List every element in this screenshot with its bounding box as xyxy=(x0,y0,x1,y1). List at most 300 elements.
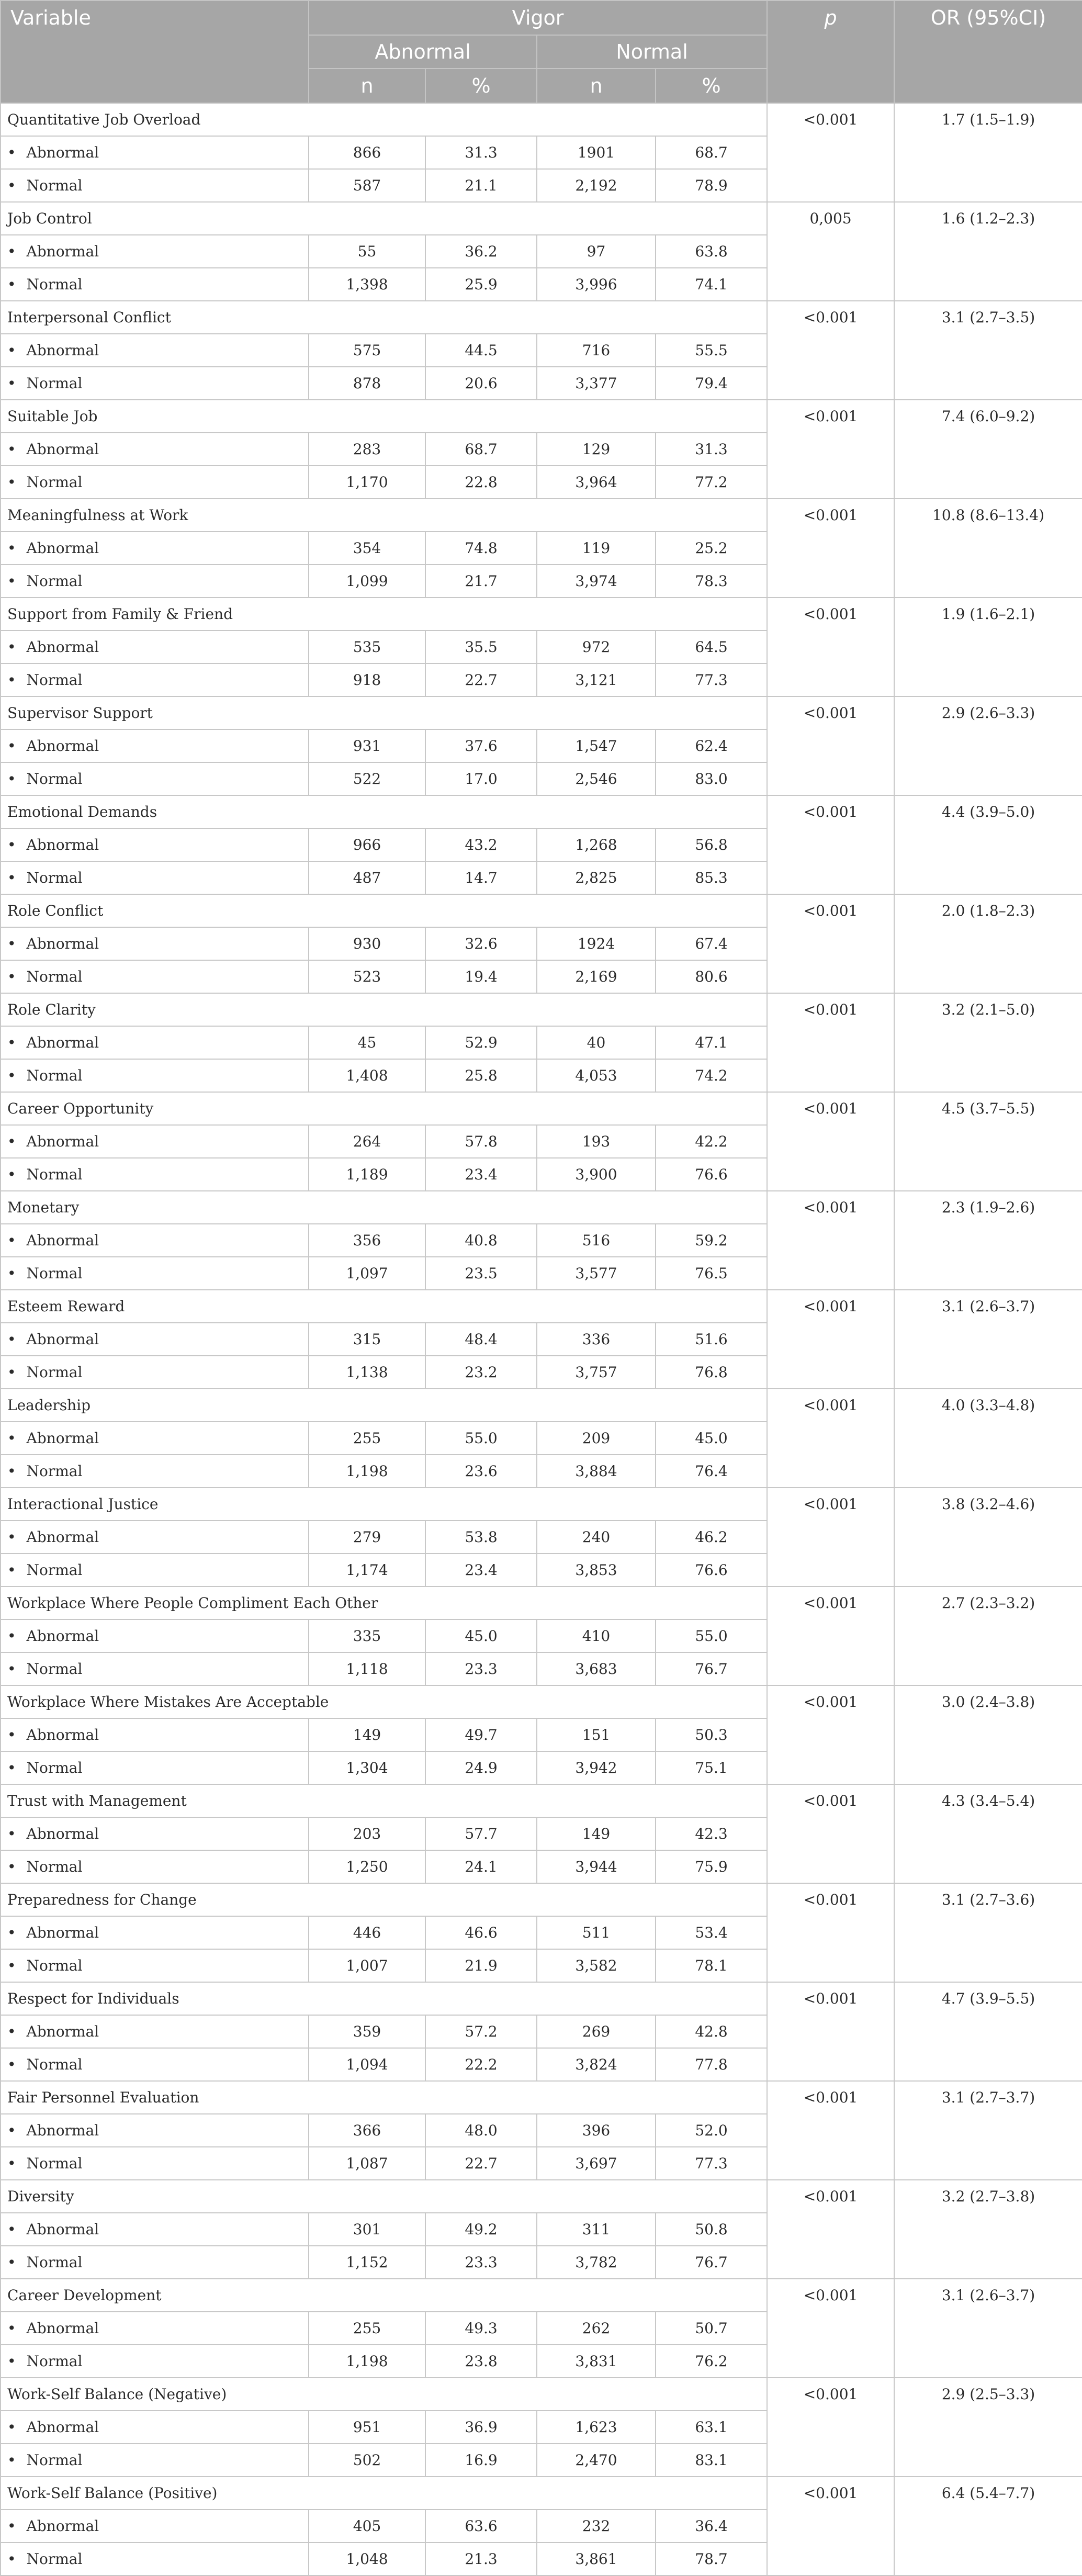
normal-n: 3,697 xyxy=(537,2147,656,2180)
variable-row xyxy=(1,103,1082,136)
bullet-icon: • xyxy=(7,2023,16,2040)
abnormal-pct: 43.2 xyxy=(425,828,537,861)
normal-pct: 76.6 xyxy=(656,1554,767,1587)
normal-n: 1,623 xyxy=(537,2411,656,2444)
p-value: <0.001 xyxy=(767,1587,894,1685)
level-cell xyxy=(1,2444,309,2477)
normal-pct: 74.1 xyxy=(656,268,767,301)
normal-pct: 36.4 xyxy=(656,2510,767,2543)
abnormal-n: 359 xyxy=(309,2015,425,2048)
p-value: <0.001 xyxy=(767,1191,894,1290)
abnormal-n: 335 xyxy=(309,1619,425,1652)
normal-n: 311 xyxy=(537,2213,656,2246)
level-cell xyxy=(1,466,309,499)
variable-row xyxy=(1,894,1082,927)
level-label: Normal xyxy=(26,1660,83,1678)
normal-pct: 75.1 xyxy=(656,1751,767,1784)
level-label: Normal xyxy=(26,1957,83,1974)
normal-pct: 78.1 xyxy=(656,1949,767,1982)
level-label: Normal xyxy=(26,572,83,590)
variable-row xyxy=(1,1488,1082,1521)
odds-ratio: 4.3 (3.4–5.4) xyxy=(894,1784,1082,1883)
odds-ratio: 2.9 (2.6–3.3) xyxy=(894,696,1082,795)
abnormal-n: 279 xyxy=(309,1521,425,1554)
level-cell xyxy=(1,663,309,696)
abnormal-n: 878 xyxy=(309,367,425,400)
normal-n: 209 xyxy=(537,1422,656,1455)
header-variable: Variable xyxy=(1,1,309,103)
abnormal-n: 1,152 xyxy=(309,2246,425,2279)
level-cell xyxy=(1,2411,309,2444)
abnormal-n: 1,099 xyxy=(309,565,425,598)
abnormal-n: 1,170 xyxy=(309,466,425,499)
level-cell xyxy=(1,2510,309,2543)
normal-n: 119 xyxy=(537,532,656,565)
bullet-icon: • xyxy=(7,177,16,194)
abnormal-pct: 24.1 xyxy=(425,1850,537,1883)
normal-pct: 76.6 xyxy=(656,1158,767,1191)
abnormal-pct: 49.7 xyxy=(425,1718,537,1751)
odds-ratio: 7.4 (6.0–9.2) xyxy=(894,400,1082,499)
abnormal-pct: 24.9 xyxy=(425,1751,537,1784)
abnormal-n: 149 xyxy=(309,1718,425,1751)
odds-ratio: 1.9 (1.6–2.1) xyxy=(894,598,1082,696)
level-cell xyxy=(1,433,309,466)
level-cell xyxy=(1,1652,309,1685)
bullet-icon: • xyxy=(7,572,16,590)
normal-pct: 74.2 xyxy=(656,1059,767,1092)
variable-name: Leadership xyxy=(1,1389,767,1422)
variable-name: Supervisor Support xyxy=(1,696,767,729)
abnormal-n: 255 xyxy=(309,1422,425,1455)
abnormal-pct: 48.4 xyxy=(425,1323,537,1356)
odds-ratio: 4.0 (3.3–4.8) xyxy=(894,1389,1082,1488)
abnormal-pct: 63.6 xyxy=(425,2510,537,2543)
level-cell xyxy=(1,2015,309,2048)
abnormal-pct: 49.2 xyxy=(425,2213,537,2246)
level-label: Abnormal xyxy=(26,539,99,557)
abnormal-n: 354 xyxy=(309,532,425,565)
bullet-icon: • xyxy=(7,1561,16,1579)
variable-name: Role Clarity xyxy=(1,993,767,1026)
variable-name: Job Control xyxy=(1,202,767,235)
level-label: Normal xyxy=(26,1265,83,1282)
variable-row xyxy=(1,795,1082,828)
abnormal-pct: 21.9 xyxy=(425,1949,537,1982)
variable-name: Fair Personnel Evaluation xyxy=(1,2081,767,2114)
level-label: Abnormal xyxy=(26,2517,99,2535)
variable-row xyxy=(1,499,1082,532)
level-cell xyxy=(1,532,309,565)
bullet-icon: • xyxy=(7,1331,16,1348)
level-label: Abnormal xyxy=(26,2122,99,2139)
normal-n: 410 xyxy=(537,1619,656,1652)
bullet-icon: • xyxy=(7,2221,16,2238)
normal-pct: 79.4 xyxy=(656,367,767,400)
normal-pct: 83.0 xyxy=(656,762,767,795)
level-label: Normal xyxy=(26,1759,83,1776)
abnormal-n: 1,048 xyxy=(309,2543,425,2575)
bullet-icon: • xyxy=(7,1726,16,1743)
level-label: Normal xyxy=(26,2155,83,2172)
level-cell xyxy=(1,367,309,400)
normal-pct: 83.1 xyxy=(656,2444,767,2477)
normal-pct: 55.0 xyxy=(656,1619,767,1652)
p-value: <0.001 xyxy=(767,1982,894,2081)
normal-pct: 50.3 xyxy=(656,1718,767,1751)
normal-pct: 76.8 xyxy=(656,1356,767,1389)
variable-name: Diversity xyxy=(1,2180,767,2213)
variable-row xyxy=(1,202,1082,235)
p-value: <0.001 xyxy=(767,400,894,499)
bullet-icon: • xyxy=(7,2122,16,2139)
normal-n: 2,470 xyxy=(537,2444,656,2477)
abnormal-pct: 53.8 xyxy=(425,1521,537,1554)
p-value: <0.001 xyxy=(767,598,894,696)
normal-n: 269 xyxy=(537,2015,656,2048)
level-label: Abnormal xyxy=(26,2221,99,2238)
abnormal-pct: 23.3 xyxy=(425,2246,537,2279)
normal-n: 262 xyxy=(537,2312,656,2345)
abnormal-n: 405 xyxy=(309,2510,425,2543)
level-cell xyxy=(1,1422,309,1455)
p-value: <0.001 xyxy=(767,1092,894,1191)
variable-row xyxy=(1,1883,1082,1916)
normal-n: 336 xyxy=(537,1323,656,1356)
variable-name: Preparedness for Change xyxy=(1,1883,767,1916)
bullet-icon: • xyxy=(7,968,16,985)
bullet-icon: • xyxy=(7,1133,16,1150)
variable-name: Role Conflict xyxy=(1,894,767,927)
abnormal-pct: 49.3 xyxy=(425,2312,537,2345)
level-label: Normal xyxy=(26,375,83,392)
abnormal-n: 931 xyxy=(309,729,425,762)
bullet-icon: • xyxy=(7,2320,16,2337)
bullet-icon: • xyxy=(7,539,16,557)
variable-row xyxy=(1,696,1082,729)
bullet-icon: • xyxy=(7,1034,16,1051)
abnormal-pct: 68.7 xyxy=(425,433,537,466)
abnormal-pct: 17.0 xyxy=(425,762,537,795)
level-label: Normal xyxy=(26,671,83,689)
bullet-icon: • xyxy=(7,2155,16,2172)
level-cell xyxy=(1,1257,309,1290)
normal-n: 40 xyxy=(537,1026,656,1059)
bullet-icon: • xyxy=(7,1825,16,1842)
level-cell xyxy=(1,1356,309,1389)
abnormal-n: 264 xyxy=(309,1125,425,1158)
bullet-icon: • xyxy=(7,1232,16,1249)
variable-name: Workplace Where People Compliment Each Other xyxy=(1,1587,767,1619)
odds-ratio: 3.1 (2.7–3.7) xyxy=(894,2081,1082,2180)
abnormal-n: 522 xyxy=(309,762,425,795)
abnormal-n: 255 xyxy=(309,2312,425,2345)
normal-pct: 76.2 xyxy=(656,2345,767,2378)
normal-n: 1924 xyxy=(537,927,656,960)
abnormal-n: 283 xyxy=(309,433,425,466)
header-abnormal-n: n xyxy=(309,69,425,103)
bullet-icon: • xyxy=(7,1858,16,1875)
header-p: p xyxy=(767,1,894,103)
level-cell xyxy=(1,927,309,960)
odds-ratio: 3.8 (3.2–4.6) xyxy=(894,1488,1082,1587)
normal-pct: 76.5 xyxy=(656,1257,767,1290)
p-value: <0.001 xyxy=(767,795,894,894)
variable-name: Career Opportunity xyxy=(1,1092,767,1125)
level-label: Normal xyxy=(26,1463,83,1480)
odds-ratio: 3.2 (2.7–3.8) xyxy=(894,2180,1082,2279)
level-label: Abnormal xyxy=(26,1924,99,1941)
odds-ratio: 1.7 (1.5–1.9) xyxy=(894,103,1082,202)
normal-pct: 52.0 xyxy=(656,2114,767,2147)
variable-name: Work-Self Balance (Positive) xyxy=(1,2477,767,2510)
normal-pct: 77.8 xyxy=(656,2048,767,2081)
abnormal-n: 866 xyxy=(309,136,425,169)
normal-n: 3,942 xyxy=(537,1751,656,1784)
normal-n: 232 xyxy=(537,2510,656,2543)
normal-n: 1,547 xyxy=(537,729,656,762)
normal-pct: 46.2 xyxy=(656,1521,767,1554)
variable-row xyxy=(1,1587,1082,1619)
normal-pct: 59.2 xyxy=(656,1224,767,1257)
level-cell xyxy=(1,729,309,762)
level-label: Abnormal xyxy=(26,1232,99,1249)
odds-ratio: 3.2 (2.1–5.0) xyxy=(894,993,1082,1092)
level-label: Normal xyxy=(26,869,83,886)
bullet-icon: • xyxy=(7,441,16,458)
bullet-icon: • xyxy=(7,2353,16,2370)
bullet-icon: • xyxy=(7,243,16,260)
normal-pct: 63.1 xyxy=(656,2411,767,2444)
normal-pct: 25.2 xyxy=(656,532,767,565)
normal-n: 3,757 xyxy=(537,1356,656,1389)
normal-pct: 67.4 xyxy=(656,927,767,960)
abnormal-n: 1,189 xyxy=(309,1158,425,1191)
level-label: Normal xyxy=(26,2254,83,2271)
bullet-icon: • xyxy=(7,2517,16,2535)
level-label: Abnormal xyxy=(26,1825,99,1842)
p-value: <0.001 xyxy=(767,993,894,1092)
abnormal-n: 918 xyxy=(309,663,425,696)
normal-n: 3,377 xyxy=(537,367,656,400)
normal-n: 3,824 xyxy=(537,2048,656,2081)
bullet-icon: • xyxy=(7,1364,16,1381)
abnormal-pct: 46.6 xyxy=(425,1916,537,1949)
abnormal-pct: 22.7 xyxy=(425,2147,537,2180)
p-value: <0.001 xyxy=(767,2378,894,2477)
level-cell xyxy=(1,1125,309,1158)
normal-pct: 76.7 xyxy=(656,1652,767,1685)
abnormal-n: 535 xyxy=(309,631,425,663)
normal-n: 3,884 xyxy=(537,1455,656,1488)
level-label: Normal xyxy=(26,2550,83,2568)
table-header xyxy=(1,1,1082,103)
normal-pct: 80.6 xyxy=(656,960,767,993)
abnormal-pct: 23.2 xyxy=(425,1356,537,1389)
bullet-icon: • xyxy=(7,1759,16,1776)
normal-pct: 62.4 xyxy=(656,729,767,762)
normal-pct: 68.7 xyxy=(656,136,767,169)
normal-pct: 55.5 xyxy=(656,334,767,367)
variable-row xyxy=(1,2279,1082,2312)
normal-n: 2,169 xyxy=(537,960,656,993)
level-label: Abnormal xyxy=(26,1528,99,1546)
abnormal-n: 446 xyxy=(309,1916,425,1949)
abnormal-n: 502 xyxy=(309,2444,425,2477)
variable-name: Esteem Reward xyxy=(1,1290,767,1323)
abnormal-n: 1,007 xyxy=(309,1949,425,1982)
p-value: 0,005 xyxy=(767,202,894,301)
variable-row xyxy=(1,2180,1082,2213)
level-label: Normal xyxy=(26,1364,83,1381)
level-cell xyxy=(1,2246,309,2279)
level-label: Abnormal xyxy=(26,1726,99,1743)
bullet-icon: • xyxy=(7,869,16,886)
header-vigor: Vigor xyxy=(309,1,767,35)
odds-ratio: 3.1 (2.6–3.7) xyxy=(894,2279,1082,2378)
level-cell xyxy=(1,169,309,202)
abnormal-pct: 44.5 xyxy=(425,334,537,367)
level-label: Abnormal xyxy=(26,1331,99,1348)
abnormal-pct: 57.7 xyxy=(425,1817,537,1850)
header-abnormal: Abnormal xyxy=(309,35,537,69)
level-cell xyxy=(1,1455,309,1488)
normal-pct: 45.0 xyxy=(656,1422,767,1455)
abnormal-n: 487 xyxy=(309,861,425,894)
odds-ratio: 3.1 (2.6–3.7) xyxy=(894,1290,1082,1389)
bullet-icon: • xyxy=(7,2056,16,2073)
abnormal-n: 1,138 xyxy=(309,1356,425,1389)
normal-pct: 78.9 xyxy=(656,169,767,202)
abnormal-pct: 21.3 xyxy=(425,2543,537,2575)
level-cell xyxy=(1,1026,309,1059)
bullet-icon: • xyxy=(7,1265,16,1282)
normal-n: 3,582 xyxy=(537,1949,656,1982)
abnormal-pct: 32.6 xyxy=(425,927,537,960)
odds-ratio: 4.7 (3.9–5.5) xyxy=(894,1982,1082,2081)
normal-n: 129 xyxy=(537,433,656,466)
abnormal-pct: 45.0 xyxy=(425,1619,537,1652)
level-label: Abnormal xyxy=(26,1627,99,1645)
normal-n: 97 xyxy=(537,235,656,268)
variable-name: Meaningfulness at Work xyxy=(1,499,767,532)
header-normal: Normal xyxy=(537,35,767,69)
normal-pct: 78.3 xyxy=(656,565,767,598)
level-cell xyxy=(1,2213,309,2246)
normal-n: 716 xyxy=(537,334,656,367)
abnormal-pct: 57.2 xyxy=(425,2015,537,2048)
odds-ratio: 4.4 (3.9–5.0) xyxy=(894,795,1082,894)
table-body xyxy=(1,103,1082,2575)
abnormal-n: 1,398 xyxy=(309,268,425,301)
normal-n: 3,121 xyxy=(537,663,656,696)
abnormal-n: 1,094 xyxy=(309,2048,425,2081)
bullet-icon: • xyxy=(7,375,16,392)
abnormal-pct: 55.0 xyxy=(425,1422,537,1455)
level-label: Normal xyxy=(26,177,83,194)
abnormal-pct: 21.1 xyxy=(425,169,537,202)
normal-pct: 53.4 xyxy=(656,1916,767,1949)
bullet-icon: • xyxy=(7,1627,16,1645)
abnormal-n: 203 xyxy=(309,1817,425,1850)
abnormal-n: 930 xyxy=(309,927,425,960)
normal-n: 1901 xyxy=(537,136,656,169)
p-value: <0.001 xyxy=(767,1389,894,1488)
normal-pct: 42.3 xyxy=(656,1817,767,1850)
bullet-icon: • xyxy=(7,1166,16,1183)
abnormal-pct: 25.9 xyxy=(425,268,537,301)
level-label: Abnormal xyxy=(26,144,99,161)
abnormal-pct: 36.2 xyxy=(425,235,537,268)
normal-n: 3,831 xyxy=(537,2345,656,2378)
level-label: Normal xyxy=(26,1858,83,1875)
abnormal-n: 587 xyxy=(309,169,425,202)
normal-n: 2,546 xyxy=(537,762,656,795)
variable-row xyxy=(1,1092,1082,1125)
level-cell xyxy=(1,136,309,169)
bullet-icon: • xyxy=(7,474,16,491)
normal-pct: 63.8 xyxy=(656,235,767,268)
bullet-icon: • xyxy=(7,638,16,656)
level-label: Normal xyxy=(26,770,83,788)
bullet-icon: • xyxy=(7,144,16,161)
p-value: <0.001 xyxy=(767,2180,894,2279)
odds-ratio: 2.9 (2.5–3.3) xyxy=(894,2378,1082,2477)
abnormal-n: 356 xyxy=(309,1224,425,1257)
variable-row xyxy=(1,993,1082,1026)
variable-name: Monetary xyxy=(1,1191,767,1224)
p-value: <0.001 xyxy=(767,301,894,400)
normal-n: 3,900 xyxy=(537,1158,656,1191)
abnormal-pct: 35.5 xyxy=(425,631,537,663)
abnormal-pct: 22.8 xyxy=(425,466,537,499)
level-cell xyxy=(1,1619,309,1652)
variable-row xyxy=(1,1982,1082,2015)
bullet-icon: • xyxy=(7,1660,16,1678)
odds-ratio: 6.4 (5.4–7.7) xyxy=(894,2477,1082,2575)
normal-n: 240 xyxy=(537,1521,656,1554)
abnormal-n: 315 xyxy=(309,1323,425,1356)
p-value: <0.001 xyxy=(767,1784,894,1883)
variable-row xyxy=(1,400,1082,433)
variable-name: Trust with Management xyxy=(1,1784,767,1817)
variable-name: Interactional Justice xyxy=(1,1488,767,1521)
odds-ratio: 2.3 (1.9–2.6) xyxy=(894,1191,1082,1290)
p-value: <0.001 xyxy=(767,1883,894,1982)
level-cell xyxy=(1,1916,309,1949)
level-label: Abnormal xyxy=(26,935,99,952)
variable-row xyxy=(1,1290,1082,1323)
level-cell xyxy=(1,828,309,861)
bullet-icon: • xyxy=(7,770,16,788)
variable-name: Work-Self Balance (Negative) xyxy=(1,2378,767,2411)
header-normal-pct: % xyxy=(656,69,767,103)
normal-n: 3,861 xyxy=(537,2543,656,2575)
level-label: Abnormal xyxy=(26,2320,99,2337)
p-value: <0.001 xyxy=(767,1685,894,1784)
normal-pct: 76.4 xyxy=(656,1455,767,1488)
variable-row xyxy=(1,2477,1082,2510)
level-label: Abnormal xyxy=(26,836,99,853)
normal-n: 3,683 xyxy=(537,1652,656,1685)
bullet-icon: • xyxy=(7,1924,16,1941)
p-value: <0.001 xyxy=(767,499,894,598)
bullet-icon: • xyxy=(7,836,16,853)
normal-n: 511 xyxy=(537,1916,656,1949)
normal-n: 2,825 xyxy=(537,861,656,894)
level-label: Abnormal xyxy=(26,1034,99,1051)
abnormal-n: 1,118 xyxy=(309,1652,425,1685)
